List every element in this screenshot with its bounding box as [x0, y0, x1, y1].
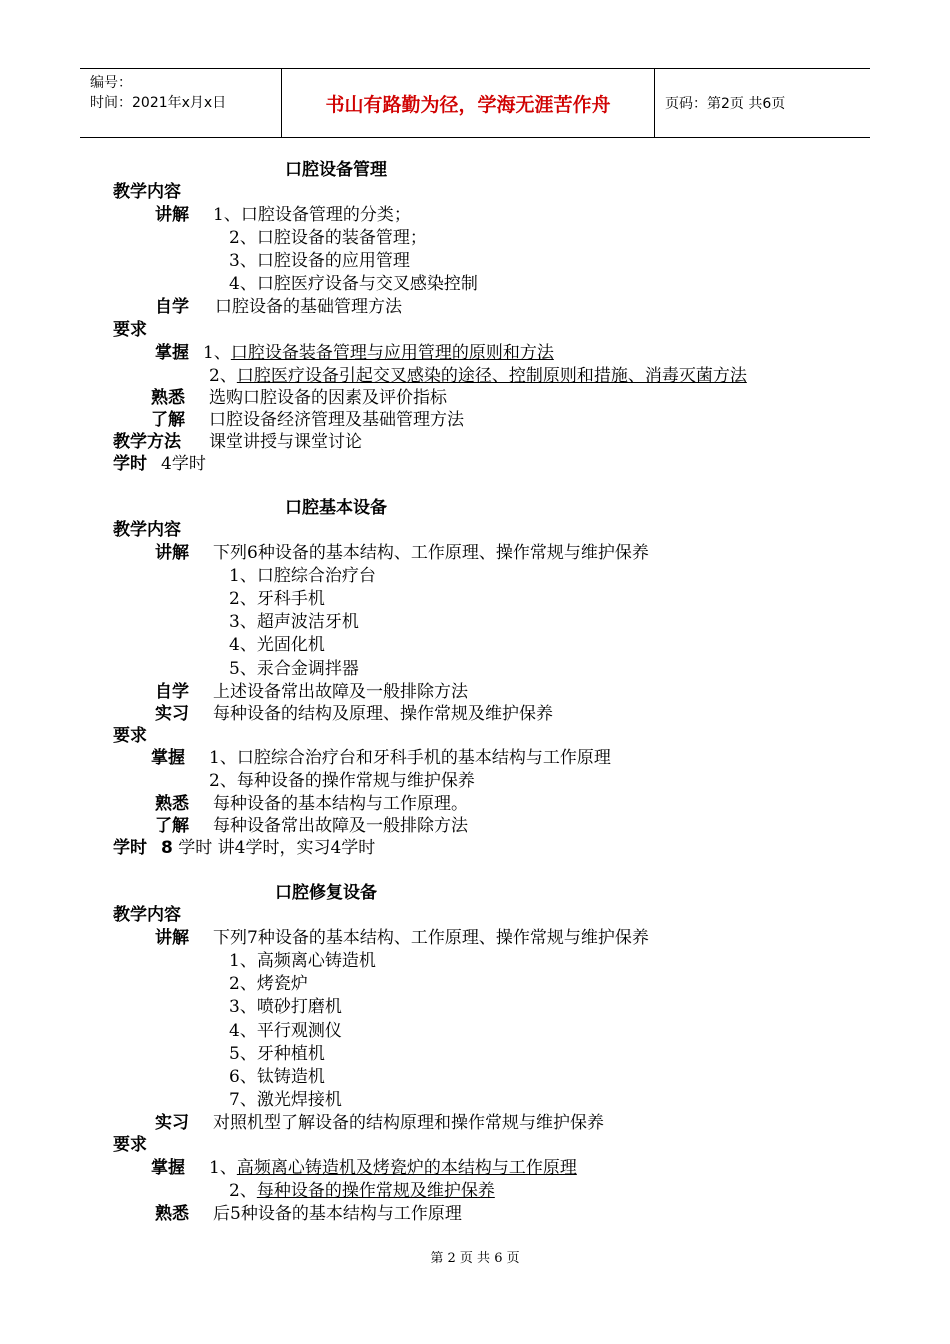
list-item: 2、每种设备的操作常规与维护保养	[209, 771, 475, 791]
section-title: 口腔修复设备	[275, 883, 377, 903]
list-item: 1、口腔设备管理的分类；	[213, 205, 411, 225]
list-item: 2、口腔设备的装备管理；	[229, 228, 427, 248]
hours-label: 学时	[113, 838, 147, 858]
lecture-intro: 下列6种设备的基本结构、工作原理、操作常规与维护保养	[213, 543, 649, 563]
item-number: 2、	[229, 1181, 257, 1201]
item-number: 2、	[209, 366, 237, 386]
master-label: 掌握	[151, 1158, 185, 1178]
method-text: 课堂讲授与课堂讨论	[209, 432, 362, 452]
item-text: 每种设备的操作常规及维护保养	[256, 1181, 495, 1201]
list-item: 1、口腔综合治疗台和牙科手机的基本结构与工作原理	[209, 748, 611, 768]
content-label: 教学内容	[113, 182, 181, 202]
number-label: 编号：	[90, 75, 132, 91]
list-item: 7、激光焊接机	[229, 1090, 342, 1110]
master-label: 掌握	[151, 748, 185, 768]
self-study-text: 上述设备常出故障及一般排除方法	[213, 682, 468, 702]
list-item: 3、口腔设备的应用管理	[229, 251, 410, 271]
list-item	[229, 1180, 495, 1202]
requirements-label: 要求	[113, 320, 147, 340]
hours-text: 4学时	[161, 454, 206, 474]
know-text: 每种设备常出故障及一般排除方法	[213, 816, 468, 836]
list-item: 4、口腔医疗设备与交叉感染控制	[229, 274, 478, 294]
lecture-intro: 下列7种设备的基本结构、工作原理、操作常规与维护保养	[213, 928, 649, 948]
section-title: 口腔基本设备	[285, 498, 387, 518]
item-number: 1、	[209, 1158, 237, 1178]
header-meta	[80, 69, 282, 137]
familiar-label: 熟悉	[155, 794, 189, 814]
list-item: 3、喷砂打磨机	[229, 997, 342, 1017]
practice-label: 实习	[155, 704, 189, 724]
list-item	[209, 1157, 577, 1179]
know-text: 口腔设备经济管理及基础管理方法	[209, 410, 464, 430]
lecture-label: 讲解	[155, 205, 189, 225]
list-item: 3、超声波洁牙机	[229, 612, 359, 632]
item-text: 口腔医疗设备引起交叉感染的途径、控制原则和措施、消毒灭菌方法	[236, 366, 747, 386]
know-label: 了解	[151, 410, 185, 430]
header-motto: 书山有路勤为径，学海无涯苦作舟	[282, 69, 655, 137]
self-study-text: 口腔设备的基础管理方法	[215, 297, 402, 317]
self-study-label: 自学	[155, 682, 189, 702]
list-item: 6、钛铸造机	[229, 1067, 325, 1087]
requirements-label: 要求	[113, 726, 147, 746]
header-page-label: 页码：第2页 共6页	[665, 96, 786, 112]
familiar-label: 熟悉	[151, 388, 185, 408]
list-item: 2、牙科手机	[229, 589, 325, 609]
self-study-label: 自学	[155, 297, 189, 317]
section-title: 口腔设备管理	[285, 160, 387, 180]
master-label: 掌握	[155, 343, 189, 363]
familiar-text: 后5种设备的基本结构与工作原理	[213, 1204, 462, 1224]
content-label: 教学内容	[113, 520, 181, 540]
hours-label: 学时	[113, 454, 147, 474]
content-label: 教学内容	[113, 905, 181, 925]
method-label: 教学方法	[113, 432, 181, 452]
know-label: 了解	[155, 816, 189, 836]
requirements-label: 要求	[113, 1135, 147, 1155]
list-item: 5、牙种植机	[229, 1044, 325, 1064]
familiar-text: 每种设备的基本结构与工作原理。	[213, 794, 468, 814]
list-item: 5、汞合金调拌器	[229, 659, 359, 679]
page-header	[80, 68, 870, 138]
hours-number: 8	[161, 838, 173, 858]
list-item: 1、高频离心铸造机	[229, 951, 376, 971]
page-footer: 第 2 页 共 6 页	[430, 1251, 520, 1266]
list-item: 4、平行观测仪	[229, 1021, 342, 1041]
lecture-label: 讲解	[155, 928, 189, 948]
list-item	[209, 365, 747, 387]
familiar-text: 选购口腔设备的因素及评价指标	[209, 388, 447, 408]
item-text: 高频离心铸造机及烤瓷炉的本结构与工作原理	[236, 1158, 577, 1178]
practice-text: 每种设备的结构及原理、操作常规及维护保养	[213, 704, 553, 724]
item-number: 1、	[203, 343, 231, 363]
list-item: 1、口腔综合治疗台	[229, 566, 376, 586]
list-item	[203, 342, 554, 364]
practice-label: 实习	[155, 1113, 189, 1133]
list-item: 2、烤瓷炉	[229, 974, 308, 994]
familiar-label: 熟悉	[155, 1204, 189, 1224]
lecture-label: 讲解	[155, 543, 189, 563]
time-label: 时间：2021年x月x日	[90, 95, 227, 111]
hours-detail: 学时 讲4学时，实习4学时	[178, 838, 376, 858]
item-text: 口腔设备装备管理与应用管理的原则和方法	[230, 343, 554, 363]
list-item: 4、光固化机	[229, 635, 325, 655]
practice-text: 对照机型了解设备的结构原理和操作常规与维护保养	[213, 1113, 604, 1133]
hours-text	[161, 837, 375, 859]
